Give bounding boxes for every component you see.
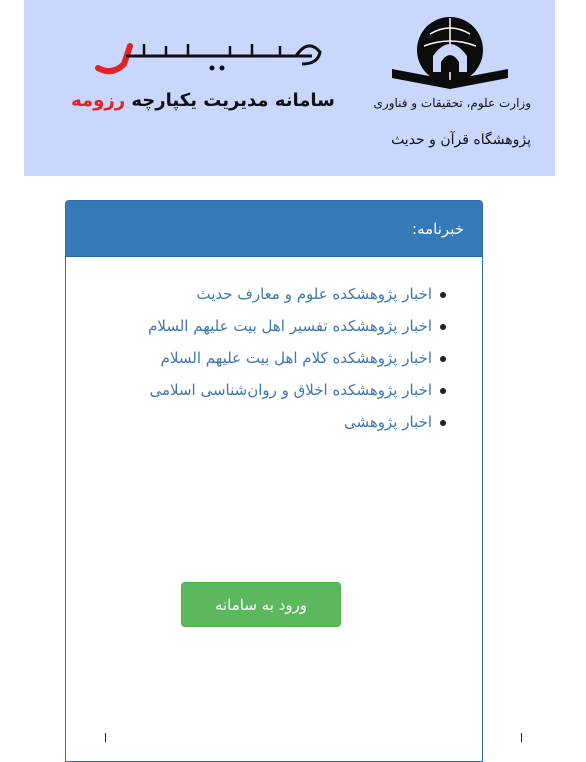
header-banner [24,0,555,176]
system-title-main: سامانه مدیریت یکپارچه [131,90,335,111]
news-link-tafsir[interactable]: اخبار پژوهشکده تفسیر اهل بیت علیهم السلام [148,317,432,335]
system-title-accent: رزومه [71,90,126,111]
news-list-item [122,343,432,374]
org-name-ministry: وزارت علوم، تحقیقات و فناوری [373,96,531,110]
scrollbar-mark-right [521,733,522,742]
panel-heading: خبرنامه: [66,201,482,257]
institute-logo-icon [390,12,510,92]
login-button[interactable]: ورود به سامانه [181,582,341,627]
samir-logo-icon [92,36,324,84]
news-link-hadith[interactable]: اخبار پژوهشکده علوم و معارف حدیث [196,285,432,303]
scrollbar-mark-left [105,733,106,742]
news-link-research[interactable]: اخبار پژوهشی [343,413,432,431]
news-list-item [122,279,432,310]
newsletter-panel [65,200,483,762]
news-link-akhlaq[interactable]: اخبار پژوهشکده اخلاق و روان‌شناسی اسلامی [149,381,432,399]
news-list-item [122,311,432,342]
news-link-kalam[interactable]: اخبار پژوهشکده کلام اهل بیت علیهم السلام [160,349,432,367]
system-title [38,90,368,118]
news-list [122,279,432,439]
org-name-institute: پژوهشگاه قرآن و حدیث [391,132,531,148]
news-list-item [122,375,432,406]
news-list-item [122,407,432,438]
